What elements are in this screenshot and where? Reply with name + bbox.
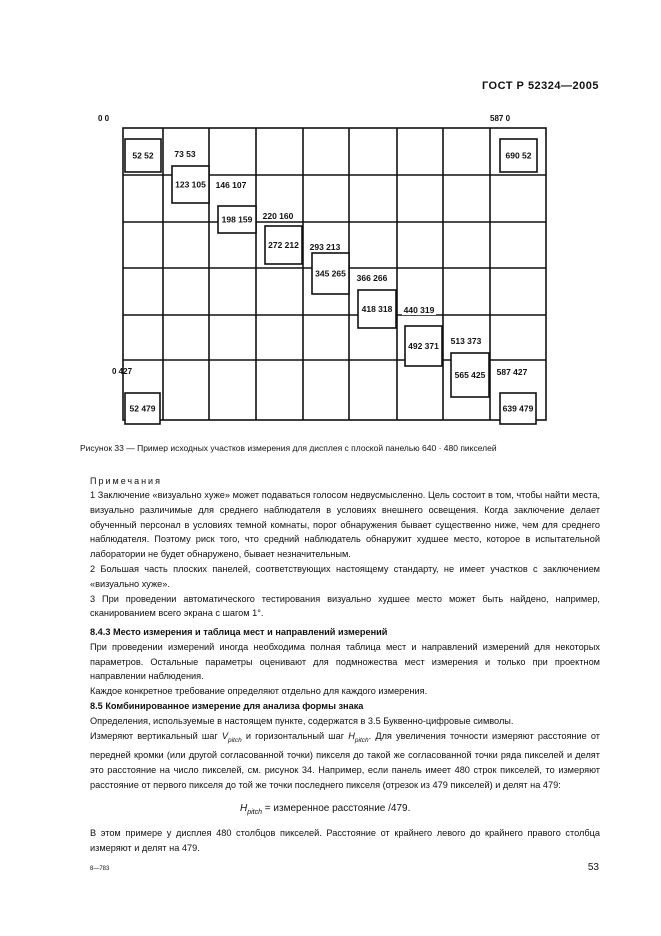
measurement-box-label: 492 371 [408,341,439,351]
corner-label-top-left: 0 0 [98,114,110,123]
measurement-box-label: 345 265 [315,268,346,279]
figure-caption: Рисунок 33 — Пример исходных участков измерения для дисплея с плоской панелью 640 · 480 пикселей [80,443,497,453]
section-85-paragraph-1: Определения, используемые в настоящем пункте, содержатся в 3.5 Буквенно-цифровые символы. [90,715,514,726]
measurement-box-label: 418 318 [361,304,393,314]
node-label: 513 373 [450,336,482,346]
measurement-box-label: 639 479 [502,403,534,414]
section-85-paragraph-3-text: В этом примере у дисплея 480 столбцов пикселей. Расстояние от крайнего левого до крайнего правого столбца измеряют и делят на 479. [90,828,600,853]
node-label: 293 213 [309,242,341,252]
section-843-paragraph-1: При проведении измерений иногда необходима полная таблица мест и направлений измерений для некоторых параметров. Остальные параметры оценивают для подмножества мест измерения и только при проектном направлении наблюдения. [90,641,600,682]
measurement-box-label: 52 479 [129,403,156,414]
node-label: 220 160 [262,211,294,221]
note-1: 1 Заключение «визуально хуже» может подаваться голосом недвусмысленно. Цель состоит в том, чтобы найти места, визуально различимые для среднего наблюдателя в условиях внешнего освещения. Когда заключение делает обученный персонал в условиях темной комнаты, порог обнаружения бывает существенно ниже, чем для среднего наблюдателя. Поэтому риск того, что средний наблюдатель обнаружит худшее место, которое в испытательной лаборатории не будет обнаружено, бывает незначительным. [90,490,600,560]
node-label: 440 319 [403,305,435,315]
section-843-heading: 8.4.3 Место измерения и таблица мест и направлений измерений [90,627,388,637]
node-label: 146 107 [215,180,247,190]
document-id: ГОСТ Р 52324—2005 [481,80,599,92]
section-843-paragraph-2: Каждое конкретное требование определяют отдельно для каждого измерения. [90,686,428,697]
footer-print-code: 8—783 [90,866,110,872]
notes-title: Примечания [90,476,162,486]
node-label: 587 427 [496,367,528,377]
section-85-paragraph-2: Измеряют вертикальный шаг $V_{pitch}$ и горизонтальный шаг $H_{pitch}$. Для увеличения точности измеряют расстояние от передней кромки (или другой согласованной точки) пикселя до такой же согласованной точки ряда пикселей и делят это расстояние на число пикселей, см. рисунок 34. Например, если панель имеет 480 строк пикселей, то измеряют расстояние от первого пикселя до той же точки последнего пикселя (отрезок из 479 пикселей) и делят на 479: [90,730,601,790]
measurement-box-label: 52 52 [132,150,154,161]
node-label: 366 266 [356,273,388,283]
node-label: 73 53 [174,149,196,159]
measurement-boxes [125,139,537,424]
section-843 [90,625,600,793]
corner-label-top-right: 587 0 [490,114,511,123]
note-3: 3 При проведении автоматического тестирования визуально худшее место может быть найдено, например, сканированием всего экрана с шагом 1°. [90,593,600,619]
measurement-box-label: 565 425 [454,370,486,380]
section-85-paragraph-3 [90,826,600,856]
pitch-formula: $H_{pitch}$ = измеренное расстояние /479. [240,803,411,816]
notes-block [90,488,600,621]
measurement-grid-figure [0,0,661,440]
measurement-box-label: 690 52 [505,150,532,161]
measurement-box-label: 272 212 [268,240,299,250]
corner-label-bottom-left: 0 427 [112,367,133,376]
page-number: 53 [587,862,599,873]
measurement-box-label: 198 159 [221,214,253,225]
measurement-box-label: 123 105 [175,179,206,190]
section-85-heading: 8.5 Комбинированное измерение для анализа формы знака [90,700,364,711]
note-2: 2 Большая часть плоских панелей, соответствующих настоящему стандарту, не имеет участков с заключением «визуально хуже». [90,563,600,589]
